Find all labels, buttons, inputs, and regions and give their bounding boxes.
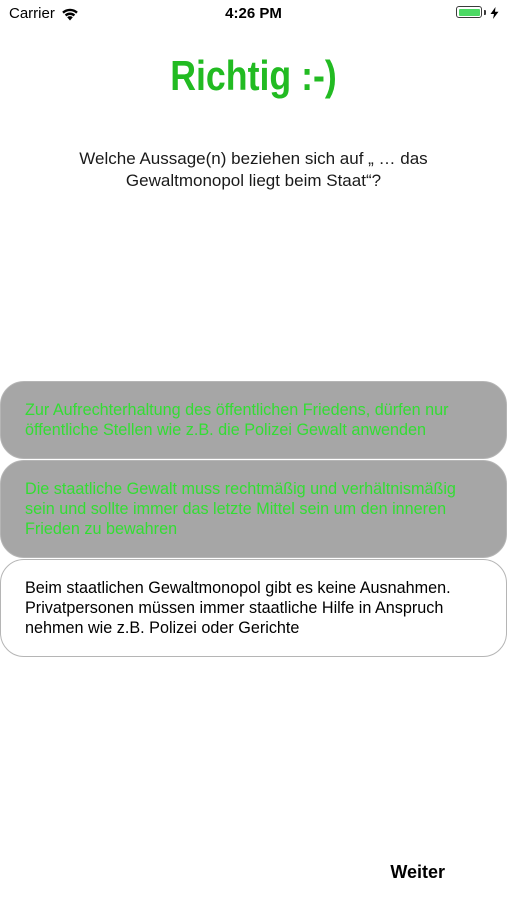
answer-list: [0, 381, 507, 658]
battery-tip: [484, 10, 486, 15]
battery-icon: [456, 6, 482, 18]
battery-level: [459, 9, 480, 16]
battery-indicator: [456, 6, 499, 18]
answer-option-2[interactable]: [0, 460, 507, 558]
next-button[interactable]: Weiter: [390, 862, 445, 882]
answer-text: Zur Aufrechterhaltung des öffentlichen Friedens, dürfen nur öffentliche Stellen wie z.B. die Polizei Gewalt anwenden: [25, 401, 449, 439]
result-title: Richtig :-): [170, 52, 337, 99]
answer-option-3[interactable]: [0, 559, 507, 657]
carrier-label: Carrier: [9, 5, 55, 22]
status-time: 4:26 PM: [225, 5, 282, 22]
question-text: Welche Aussage(n) beziehen sich auf „ … das Gewaltmonopol liegt beim Staat“?: [79, 149, 428, 190]
answer-text: Beim staatlichen Gewaltmonopol gibt es keine Ausnahmen. Privatpersonen müssen immer staatliche Hilfe in Anspruch nehmen wie z.B. Polizei oder Gerichte: [25, 579, 451, 637]
status-bar: [0, 0, 507, 28]
answer-text: Die staatliche Gewalt muss rechtmäßig und verhältnismäßig sein und sollte immer das letzte Mittel sein um den inneren Frieden zu bewahren: [25, 480, 456, 538]
answer-option-1[interactable]: [0, 381, 507, 459]
charging-bolt-icon: [490, 6, 499, 18]
